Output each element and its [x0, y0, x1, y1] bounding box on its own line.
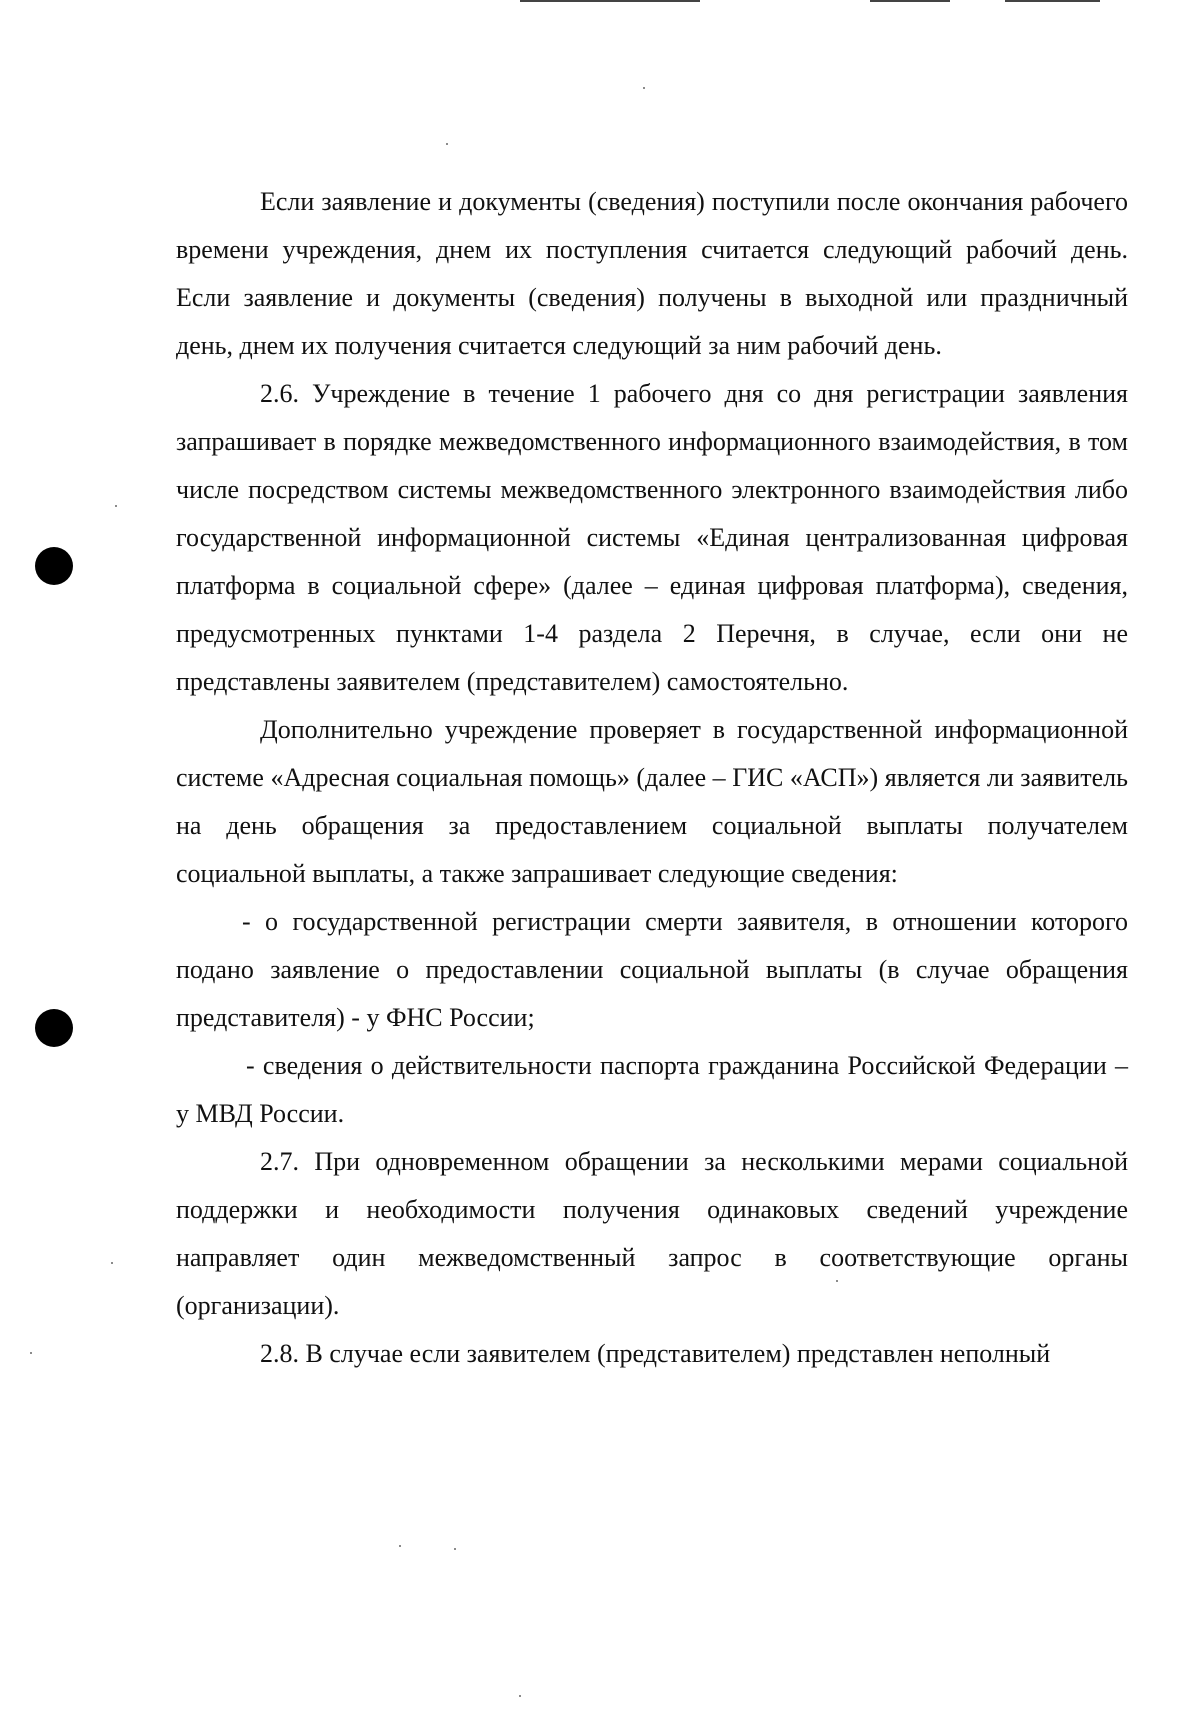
paragraph-2-7: 2.7. При одновременном обращении за несколькими мерами социальной поддержки и необходимости получения одинаковых сведений учреждение направляет один межведомственный запрос в соответствующие органы (организации).	[176, 1147, 1128, 1320]
scan-artifact-line	[870, 0, 950, 2]
scan-speck	[399, 1545, 401, 1547]
paragraph-working-time: Если заявление и документы (сведения) поступили после окончания рабочего времени учреждения, днем их поступления считается следующий рабочий день. Если заявление и документы (сведения) получены в выходной или праздничный день, днем их получения считается следующий за ним рабочий день.	[176, 187, 1128, 360]
scan-speck	[454, 1548, 456, 1550]
scan-speck	[115, 505, 117, 507]
scan-artifact-line	[1005, 0, 1100, 2]
scan-artifact-line	[520, 0, 700, 2]
scan-speck	[519, 1695, 521, 1697]
punch-hole	[35, 547, 73, 585]
scan-speck	[111, 1262, 113, 1264]
list-item-fns: - о государственной регистрации смерти заявителя, в отношении которого подано заявление о предоставлении социальной выплаты (в случае обращения представителя) - у ФНС России;	[176, 907, 1128, 1032]
punch-hole	[35, 1009, 73, 1047]
scan-speck	[643, 87, 645, 89]
paragraph-2-8: 2.8. В случае если заявителем (представителем) представлен неполный	[260, 1339, 1051, 1368]
document-body	[176, 178, 1128, 1378]
paragraph-additional-check: Дополнительно учреждение проверяет в государственной информационной системе «Адресная социальная помощь» (далее – ГИС «АСП») является ли заявитель на день обращения за предоставлением социальной выплаты получателем социальной выплаты, а также запрашивает следующие сведения:	[176, 715, 1128, 888]
list-item-mvd: - сведения о действительности паспорта гражданина Российской Федерации – у МВД России.	[176, 1051, 1128, 1128]
scan-speck	[30, 1352, 32, 1354]
scan-speck	[446, 143, 448, 145]
paragraph-2-6: 2.6. Учреждение в течение 1 рабочего дня со дня регистрации заявления запрашивает в порядке межведомственного информационного взаимодействия, в том числе посредством системы межведомственного электронного взаимодействия либо государственной информационной системы «Единая централизованная цифровая платформа в социальной сфере» (далее – единая цифровая платформа), сведения, предусмотренных пунктами 1-4 раздела 2 Перечня, в случае, если они не представлены заявителем (представителем) самостоятельно.	[176, 379, 1128, 696]
